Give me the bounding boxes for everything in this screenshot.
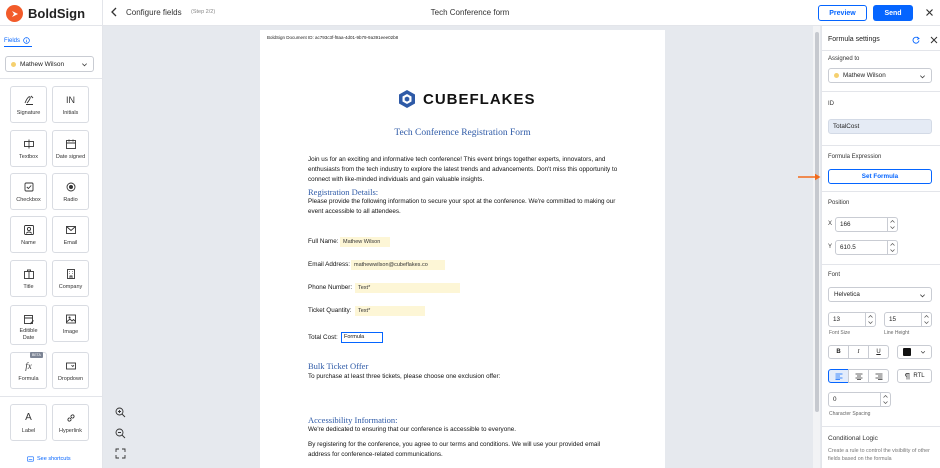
- underline-button[interactable]: U: [868, 345, 889, 359]
- tile-label: Label: [21, 428, 36, 434]
- tile-label: Title: [23, 284, 34, 290]
- refresh-icon[interactable]: [912, 36, 920, 44]
- chevron-down-icon: [919, 73, 926, 80]
- briefcase-icon: [23, 267, 35, 280]
- person-icon: [23, 223, 35, 236]
- assigned-to-select[interactable]: [828, 68, 932, 83]
- step-indicator: (Step 2/2): [191, 9, 216, 15]
- back-chevron-icon[interactable]: [110, 7, 118, 17]
- ticket-quantity-label: Ticket Quantity:: [308, 307, 352, 314]
- formula-icon: fx: [25, 360, 32, 371]
- align-center-icon: [855, 373, 863, 380]
- italic-button[interactable]: I: [848, 345, 869, 359]
- set-formula-button[interactable]: Set Formula: [828, 169, 932, 184]
- signer-color-dot: [834, 73, 839, 78]
- phone-field[interactable]: Text*: [355, 283, 460, 293]
- font-label: Font: [828, 272, 841, 278]
- brand-name: CUBEFLAKES: [423, 90, 536, 108]
- total-cost-label: Total Cost:: [308, 334, 338, 341]
- preview-button[interactable]: Preview: [818, 5, 867, 21]
- fields-panel: [0, 26, 103, 468]
- mail-icon: [65, 223, 77, 236]
- see-shortcuts-link[interactable]: [27, 456, 71, 462]
- fit-screen-icon[interactable]: [113, 446, 127, 460]
- tile-label: Company: [58, 284, 83, 290]
- full-name-field[interactable]: Mathew Wilson: [340, 237, 390, 247]
- stepper-arrows[interactable]: [887, 218, 897, 231]
- app-name: BoldSign: [28, 6, 86, 21]
- dropdown-icon: [65, 359, 77, 372]
- send-button[interactable]: Send: [873, 5, 913, 21]
- formula-settings-panel: [821, 26, 940, 468]
- x-label: X: [828, 221, 833, 227]
- x-position-value: 166: [840, 221, 851, 228]
- close-panel-icon[interactable]: [930, 36, 938, 44]
- chevron-down-icon: [81, 61, 88, 68]
- close-icon[interactable]: [925, 8, 934, 17]
- field-tile-initials[interactable]: [52, 86, 89, 123]
- stepper-arrows[interactable]: [865, 313, 875, 326]
- stepper-arrows[interactable]: [921, 313, 931, 326]
- chevron-down-icon: [920, 349, 926, 355]
- form-title: Tech Conference Registration Form: [394, 128, 531, 138]
- rtl-icon: [904, 373, 911, 380]
- bulk-offer-text: To purchase at least three tickets, please choose one exclusion offer:: [308, 373, 501, 380]
- field-tile-checkbox[interactable]: [10, 173, 47, 210]
- keyboard-icon: [27, 456, 34, 462]
- field-tile-editible-date[interactable]: [10, 305, 47, 345]
- bold-button[interactable]: B: [828, 345, 849, 359]
- accessibility-text: We're dedicated to ensuring that our conference is accessible to everyone.: [308, 426, 516, 433]
- field-tile-title[interactable]: [10, 260, 47, 297]
- rtl-button[interactable]: [897, 369, 932, 383]
- field-tile-radio[interactable]: [52, 173, 89, 210]
- bulk-offer-heading: Bulk Ticket Offer: [308, 361, 369, 371]
- breadcrumb: Configure fields: [126, 8, 182, 17]
- document-title: Tech Conference form: [430, 8, 510, 17]
- textbox-icon: [23, 137, 35, 150]
- tile-label: Formula: [18, 376, 39, 382]
- link-icon: [65, 411, 77, 424]
- align-center-button[interactable]: [848, 369, 869, 383]
- arrow-right-icon: [798, 173, 822, 181]
- tile-label: Image: [62, 329, 79, 335]
- tile-label: Editible Date: [19, 328, 38, 341]
- info-icon[interactable]: [23, 37, 30, 44]
- email-label: Email Address:: [308, 261, 350, 268]
- beta-badge: BETA: [32, 353, 41, 357]
- font-select[interactable]: [828, 287, 932, 302]
- line-height-input[interactable]: [884, 312, 932, 327]
- company-brand: [397, 89, 536, 109]
- font-size-label: Font Size: [829, 330, 851, 336]
- field-tile-company[interactable]: [52, 260, 89, 297]
- field-tile-name[interactable]: [10, 216, 47, 253]
- zoom-out-icon[interactable]: [113, 426, 127, 440]
- registration-heading: Registration Details:: [308, 187, 379, 197]
- top-bar: [0, 0, 940, 26]
- intro-paragraph: Join us for an exciting and informative tech conference! This event brings together experts, innovators, and enthusiasts from the tech industry to explore the latest trends and advancements. Don't miss this opportunity to connect with like-minded individuals and gain valuable insights.: [308, 156, 618, 183]
- cube-logo-icon: [397, 89, 417, 109]
- line-height-label: Line Height: [884, 330, 910, 336]
- tile-label: Textbox: [19, 154, 38, 160]
- formula-field[interactable]: Formula: [341, 332, 383, 343]
- character-spacing-input[interactable]: [828, 392, 891, 407]
- line-height-value: 15: [889, 316, 897, 323]
- align-right-icon: [875, 373, 883, 380]
- radio-icon: [65, 180, 77, 193]
- label-icon: A: [25, 412, 32, 423]
- tile-label: Checkbox: [16, 197, 41, 203]
- tile-label: Dropdown: [57, 376, 84, 382]
- boldsign-logo-icon: [6, 5, 23, 22]
- initials-icon: IN: [66, 94, 75, 105]
- tile-label: Signature: [16, 110, 41, 116]
- document-id: BoldSign Document ID: ac793c3f-f8aa-4d01-9b79-9a391eee02b8: [267, 35, 399, 40]
- fields-tab-label: Fields: [4, 37, 21, 44]
- email-field[interactable]: mathewwilson@cubeflakes.co: [351, 260, 445, 270]
- field-tile-email[interactable]: [52, 216, 89, 253]
- building-icon: [65, 267, 77, 280]
- calendar-edit-icon: [23, 312, 35, 325]
- field-tile-formula[interactable]: [10, 352, 47, 389]
- id-input[interactable]: TotalCost: [828, 119, 932, 134]
- field-tile-textbox[interactable]: [10, 130, 47, 167]
- font-size-input[interactable]: [828, 312, 876, 327]
- full-name-label: Full Name:: [308, 238, 339, 245]
- fields-tab[interactable]: [4, 37, 30, 44]
- field-tile-hyperlink[interactable]: [52, 404, 89, 441]
- terms-text: By registering for the conference, you agree to our terms and conditions. We will use your provided email address for conference-related communications.: [308, 441, 601, 458]
- align-right-button[interactable]: [868, 369, 889, 383]
- align-left-button[interactable]: [828, 369, 849, 383]
- tile-label: Initials: [62, 110, 79, 116]
- formula-expression-label: Formula Expression: [828, 154, 882, 160]
- tile-label: Date signed: [55, 154, 86, 160]
- app-logo[interactable]: [6, 5, 85, 22]
- checkbox-icon: [23, 180, 35, 193]
- rtl-label: RTL: [913, 373, 925, 379]
- calendar-icon: [65, 137, 77, 150]
- character-spacing-value: 0: [833, 396, 837, 403]
- signer-color-dot: [11, 62, 16, 67]
- stepper-arrows[interactable]: [887, 241, 897, 254]
- field-tile-signature[interactable]: [10, 86, 47, 123]
- stepper-arrows[interactable]: [880, 393, 890, 406]
- y-position-input[interactable]: [835, 240, 898, 255]
- field-tile-date-signed[interactable]: [52, 130, 89, 167]
- canvas-scroll-thumb[interactable]: [815, 32, 819, 412]
- font-size-value: 13: [833, 316, 841, 323]
- text-color-picker[interactable]: [897, 345, 932, 359]
- panel-title: Formula settings: [828, 36, 880, 43]
- color-swatch: [903, 348, 911, 356]
- see-shortcuts-label: See shortcuts: [37, 456, 71, 462]
- font-value: Helvetica: [834, 291, 860, 298]
- chevron-down-icon: [919, 292, 926, 299]
- tile-label: Email: [63, 240, 78, 246]
- field-tile-dropdown[interactable]: [52, 352, 89, 389]
- x-position-input[interactable]: [835, 217, 898, 232]
- phone-label: Phone Number:: [308, 284, 353, 291]
- tile-label: Name: [21, 240, 36, 246]
- align-left-icon: [835, 373, 843, 380]
- zoom-in-icon[interactable]: [113, 405, 127, 419]
- y-position-value: 610.5: [840, 244, 856, 251]
- field-tile-image[interactable]: [52, 305, 89, 342]
- image-icon: [65, 312, 77, 325]
- ticket-quantity-field[interactable]: Text*: [355, 306, 425, 316]
- y-label: Y: [828, 244, 833, 250]
- signature-icon: [23, 93, 35, 106]
- document-page: [260, 30, 665, 468]
- id-label: ID: [828, 101, 834, 107]
- conditional-logic-label: Conditional Logic: [828, 435, 878, 442]
- registration-paragraph: Please provide the following information to secure your spot at the conference. We're committed to making our event accessible to all attendees.: [308, 198, 616, 215]
- conditional-logic-description: Create a rule to control the visibility of other fields based on the formula: [828, 448, 930, 462]
- accessibility-heading: Accessibility Information:: [308, 415, 398, 425]
- assigned-to-value: Mathew Wilson: [843, 72, 886, 79]
- signer-name: Mathew Wilson: [20, 60, 65, 68]
- position-label: Position: [828, 200, 850, 206]
- character-spacing-label: Character Spacing: [829, 411, 871, 417]
- tile-label: Radio: [63, 197, 78, 203]
- tile-label: Hyperlink: [59, 428, 82, 434]
- signer-select[interactable]: [5, 56, 94, 72]
- assigned-to-label: Assigned to: [828, 56, 860, 62]
- field-tile-label[interactable]: [10, 404, 47, 441]
